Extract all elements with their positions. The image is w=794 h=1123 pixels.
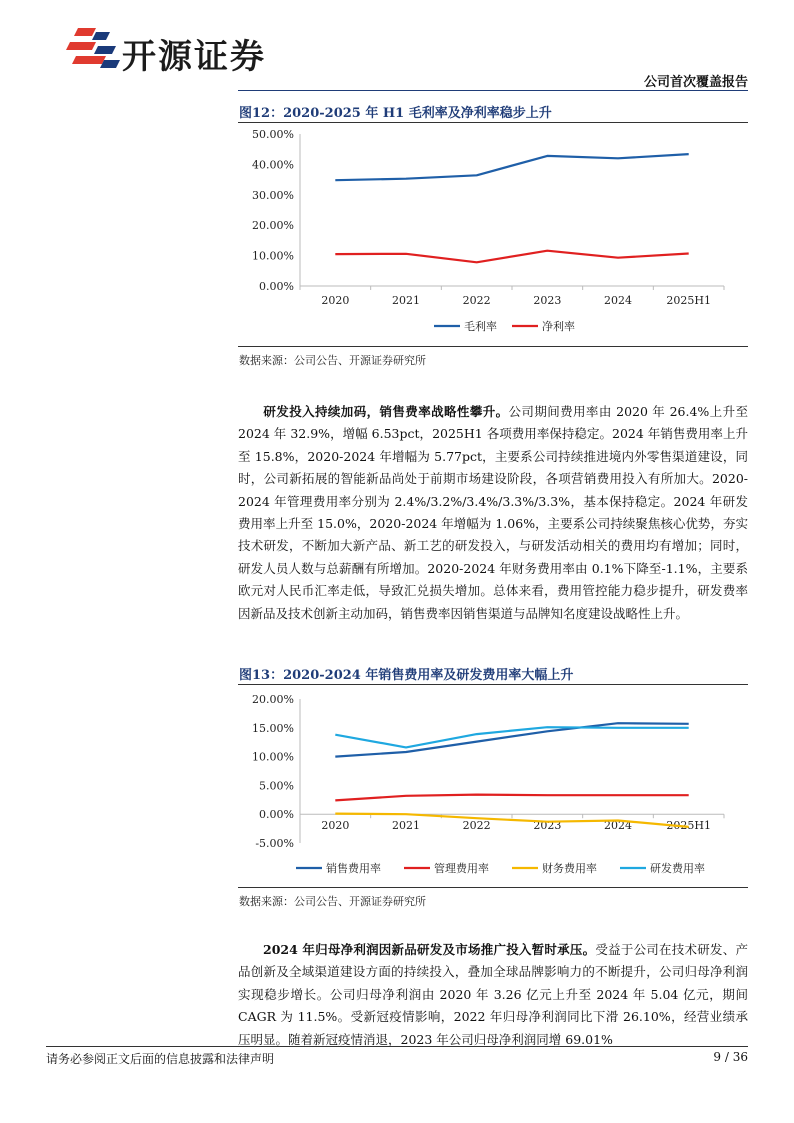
x-tick-label: 2021: [392, 819, 420, 832]
paragraph-net-profit: [238, 939, 748, 1051]
y-tick-label: 15.00%: [252, 721, 294, 735]
figure12-title: 图12：2020-2025 年 H1 毛利率及净利率稳步上升: [239, 106, 552, 121]
legend-label: 财务费用率: [542, 862, 597, 875]
figure13-source: 数据来源：公司公告、开源证券研究所: [239, 895, 426, 908]
y-tick-label: 20.00%: [252, 693, 294, 706]
figure13-title: 图13：2020-2024 年销售费用率及研发费用率大幅上升: [239, 668, 574, 683]
paragraph-net-profit-body: 受益于公司在技术研发、产品创新及全域渠道建设方面的持续投入，叠加全球品牌影响力的不断提升，公司归母净利润实现稳步增长。公司归母净利润由 2020 年 3.26 亿元上升至 2024 年 5.04 亿元，期间 CAGR 为 11.5%。受新冠疫情影响，2022 年归母净利润同比下滑 26.10%，经营业绩承压明显。随着新冠疫情消退，2023 年公司归母净利润同增 69.01%: [238, 942, 748, 1047]
legend-label: 毛利率: [464, 320, 497, 333]
y-tick-label: -5.00%: [255, 837, 294, 850]
y-tick-label: 10.00%: [252, 249, 294, 263]
figure12-bottom-rule: [238, 346, 748, 347]
legend-label: 研发费用率: [650, 862, 705, 875]
legend-label: 净利率: [542, 320, 575, 333]
x-tick-label: 2022: [462, 294, 491, 307]
figure12-chart: [238, 124, 748, 346]
y-tick-label: 0.00%: [259, 808, 294, 822]
series-line: [335, 154, 688, 180]
page-number: 9 / 36: [713, 1050, 748, 1064]
paragraph-expenses: [238, 401, 748, 625]
footer-divider: [46, 1046, 748, 1047]
y-tick-label: 40.00%: [252, 158, 294, 172]
x-tick-label: 2020: [321, 294, 350, 307]
report-type-label: 公司首次覆盖报告: [643, 75, 748, 90]
y-tick-label: 50.00%: [252, 128, 294, 141]
x-tick-label: 2024: [604, 294, 632, 307]
x-tick-label: 2020: [321, 819, 350, 832]
figure12-source: 数据来源：公司公告、开源证券研究所: [239, 354, 426, 367]
x-tick-label: 2024: [604, 819, 632, 832]
header-divider: [238, 90, 748, 91]
paragraph-expenses-body: 公司期间费用率由 2020 年 26.4%上升至 2024 年 32.9%，增幅 6.53pct，2025H1 各项费用率保持稳定。2024 年销售费用率上升至 15.8%，2020-2024 年增幅为 5.77pct，主要系公司持续推进境内外零售渠道建设，同时，公司新拓展的智能新品尚处于前期市场建设阶段，各项营销费用投入有所加大。2020-2024 年管理费用率分别为 2.4%/3.2%/3.4%/3.3%/3.3%，基本保持稳定。2024 年研发费用率上升至 15.0%，2020-2024 年增幅为 1.06%，主要系公司持续聚焦核心优势，夯实技术研发，不断加大新产品、新工艺的研发投入，与研发活动相关的费用均有增加；同时，研发人员人数与总薪酬有所增加。2020-2024 年财务费用率由 0.1%下降至-1.1%，主要系欧元对人民币汇率走低，导致汇兑损失增加。总体来看，费用管控能力稳步提升，研发费率因新品及技术创新主动加码，销售费率因销售渠道与品牌知名度建设战略性上升。: [238, 404, 748, 621]
paragraph-net-profit-lead: 2024 年归母净利润因新品研发及市场推广投入暂时承压。: [263, 942, 596, 957]
figure13-bottom-rule: [238, 887, 748, 888]
y-tick-label: 10.00%: [252, 750, 294, 764]
series-line: [335, 795, 688, 801]
paragraph-expenses-lead: 研发投入持续加码，销售费率战略性攀升。: [263, 404, 509, 419]
page-header: [0, 0, 794, 96]
y-tick-label: 0.00%: [259, 280, 294, 293]
brand-name: 开源证券: [122, 37, 266, 77]
legend-label: 销售费用率: [326, 862, 381, 875]
figure13-top-rule: [238, 684, 748, 685]
x-tick-label: 2025H1: [666, 294, 711, 307]
x-tick-label: 2025H1: [666, 819, 711, 832]
x-tick-label: 2023: [533, 819, 562, 832]
figure13-chart: [238, 686, 748, 886]
footer-disclaimer: 请务必参阅正文后面的信息披露和法律声明: [46, 1052, 275, 1066]
y-tick-label: 30.00%: [252, 188, 294, 202]
series-line: [335, 251, 688, 263]
y-tick-label: 20.00%: [252, 219, 294, 233]
y-tick-label: 5.00%: [259, 779, 294, 793]
x-tick-label: 2023: [533, 294, 562, 307]
x-tick-label: 2021: [392, 294, 420, 307]
legend-label: 管理费用率: [434, 862, 489, 875]
x-tick-label: 2022: [462, 819, 491, 832]
figure12-top-rule: [238, 122, 748, 123]
